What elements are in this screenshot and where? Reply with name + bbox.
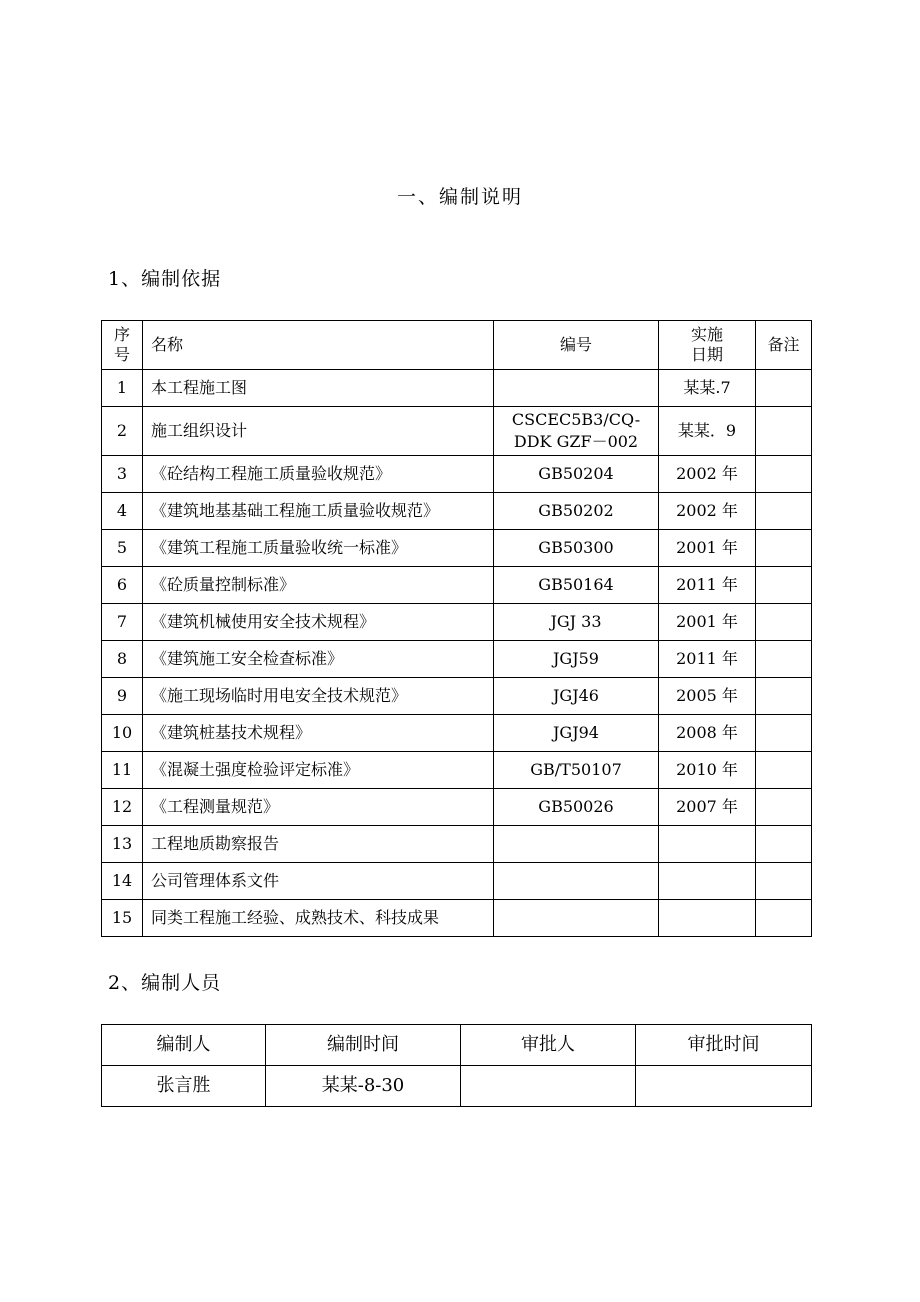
code-cell bbox=[494, 863, 659, 900]
table-row bbox=[102, 456, 812, 493]
code-cell: GB/T50107 bbox=[494, 752, 659, 789]
table-row bbox=[102, 604, 812, 641]
approve-time-cell bbox=[636, 1066, 812, 1107]
name-cell: 《施工现场临时用电安全技术规范》 bbox=[143, 678, 494, 715]
remark-cell bbox=[756, 370, 812, 407]
table-row bbox=[102, 789, 812, 826]
seq-cell: 10 bbox=[102, 715, 143, 752]
name-cell: 本工程施工图 bbox=[143, 370, 494, 407]
date-cell: 2001 年 bbox=[659, 604, 756, 641]
seq-cell: 9 bbox=[102, 678, 143, 715]
header-remark: 备注 bbox=[756, 321, 812, 370]
remark-cell bbox=[756, 715, 812, 752]
header-date: 实施日期 bbox=[659, 321, 756, 370]
page-title: 一、编制说明 bbox=[396, 186, 523, 208]
remark-cell bbox=[756, 567, 812, 604]
name-cell: 《建筑地基基础工程施工质量验收规范》 bbox=[143, 493, 494, 530]
header-approver: 审批人 bbox=[461, 1025, 636, 1066]
name-cell: 《建筑机械使用安全技术规程》 bbox=[143, 604, 494, 641]
table-row bbox=[102, 752, 812, 789]
seq-cell: 8 bbox=[102, 641, 143, 678]
date-cell: 某某.7 bbox=[659, 370, 756, 407]
remark-cell bbox=[756, 863, 812, 900]
header-approve-time: 审批时间 bbox=[636, 1025, 812, 1066]
code-cell: GB50164 bbox=[494, 567, 659, 604]
code-cell: GB50204 bbox=[494, 456, 659, 493]
table-row bbox=[102, 641, 812, 678]
remark-cell bbox=[756, 456, 812, 493]
code-cell: JGJ46 bbox=[494, 678, 659, 715]
header-code: 编号 bbox=[494, 321, 659, 370]
code-cell bbox=[494, 370, 659, 407]
name-cell: 《建筑施工安全检查标准》 bbox=[143, 641, 494, 678]
section-heading-basis: 1、编制依据 bbox=[108, 268, 222, 290]
compile-time-cell: 某某-8-30 bbox=[266, 1066, 461, 1107]
seq-cell: 4 bbox=[102, 493, 143, 530]
name-cell: 《砼结构工程施工质量验收规范》 bbox=[143, 456, 494, 493]
table-row bbox=[102, 493, 812, 530]
personnel-header-row bbox=[102, 1025, 812, 1066]
code-cell: JGJ 33 bbox=[494, 604, 659, 641]
name-cell: 《工程测量规范》 bbox=[143, 789, 494, 826]
basis-table-body bbox=[102, 370, 812, 937]
header-compiler: 编制人 bbox=[102, 1025, 266, 1066]
date-cell: 2010 年 bbox=[659, 752, 756, 789]
seq-cell: 7 bbox=[102, 604, 143, 641]
date-cell: 2007 年 bbox=[659, 789, 756, 826]
date-cell: 2005 年 bbox=[659, 678, 756, 715]
seq-cell: 15 bbox=[102, 900, 143, 937]
code-cell bbox=[494, 900, 659, 937]
date-cell: 2011 年 bbox=[659, 567, 756, 604]
table-row bbox=[102, 530, 812, 567]
seq-cell: 3 bbox=[102, 456, 143, 493]
personnel-data-row bbox=[102, 1066, 812, 1107]
approver-cell bbox=[461, 1066, 636, 1107]
code-cell: CSCEC5B3/CQ-DDK GZF－002 bbox=[494, 407, 659, 456]
seq-cell: 14 bbox=[102, 863, 143, 900]
seq-cell: 6 bbox=[102, 567, 143, 604]
remark-cell bbox=[756, 604, 812, 641]
header-compile-time: 编制时间 bbox=[266, 1025, 461, 1066]
code-cell: GB50026 bbox=[494, 789, 659, 826]
seq-cell: 11 bbox=[102, 752, 143, 789]
remark-cell bbox=[756, 678, 812, 715]
header-name: 名称 bbox=[143, 321, 494, 370]
seq-cell: 5 bbox=[102, 530, 143, 567]
seq-cell: 12 bbox=[102, 789, 143, 826]
code-cell: GB50202 bbox=[494, 493, 659, 530]
name-cell: 《建筑桩基技术规程》 bbox=[143, 715, 494, 752]
remark-cell bbox=[756, 752, 812, 789]
table-row bbox=[102, 900, 812, 937]
date-cell: 2001 年 bbox=[659, 530, 756, 567]
table-row bbox=[102, 715, 812, 752]
remark-cell bbox=[756, 900, 812, 937]
date-cell: 2002 年 bbox=[659, 456, 756, 493]
code-cell: JGJ94 bbox=[494, 715, 659, 752]
table-row bbox=[102, 678, 812, 715]
table-row bbox=[102, 826, 812, 863]
personnel-table bbox=[101, 1024, 812, 1107]
name-cell: 《砼质量控制标准》 bbox=[143, 567, 494, 604]
table-row bbox=[102, 407, 812, 456]
header-seq: 序号 bbox=[102, 321, 143, 370]
remark-cell bbox=[756, 530, 812, 567]
table-row bbox=[102, 370, 812, 407]
date-cell: 2002 年 bbox=[659, 493, 756, 530]
name-cell: 施工组织设计 bbox=[143, 407, 494, 456]
remark-cell bbox=[756, 789, 812, 826]
remark-cell bbox=[756, 407, 812, 456]
remark-cell bbox=[756, 493, 812, 530]
name-cell: 《混凝土强度检验评定标准》 bbox=[143, 752, 494, 789]
code-cell: GB50300 bbox=[494, 530, 659, 567]
date-cell bbox=[659, 863, 756, 900]
table-row bbox=[102, 567, 812, 604]
code-cell: JGJ59 bbox=[494, 641, 659, 678]
name-cell: 工程地质勘察报告 bbox=[143, 826, 494, 863]
date-cell: 2011 年 bbox=[659, 641, 756, 678]
date-cell: 某某．9 bbox=[659, 407, 756, 456]
section-heading-personnel: 2、编制人员 bbox=[108, 972, 222, 994]
name-cell: 公司管理体系文件 bbox=[143, 863, 494, 900]
compiler-cell: 张言胜 bbox=[102, 1066, 266, 1107]
remark-cell bbox=[756, 641, 812, 678]
seq-cell: 2 bbox=[102, 407, 143, 456]
remark-cell bbox=[756, 826, 812, 863]
code-cell bbox=[494, 826, 659, 863]
basis-table-header-row bbox=[102, 321, 812, 370]
seq-cell: 13 bbox=[102, 826, 143, 863]
date-cell: 2008 年 bbox=[659, 715, 756, 752]
basis-table bbox=[101, 320, 812, 937]
date-cell bbox=[659, 900, 756, 937]
name-cell: 《建筑工程施工质量验收统一标准》 bbox=[143, 530, 494, 567]
seq-cell: 1 bbox=[102, 370, 143, 407]
name-cell: 同类工程施工经验、成熟技术、科技成果 bbox=[143, 900, 494, 937]
table-row bbox=[102, 863, 812, 900]
date-cell bbox=[659, 826, 756, 863]
